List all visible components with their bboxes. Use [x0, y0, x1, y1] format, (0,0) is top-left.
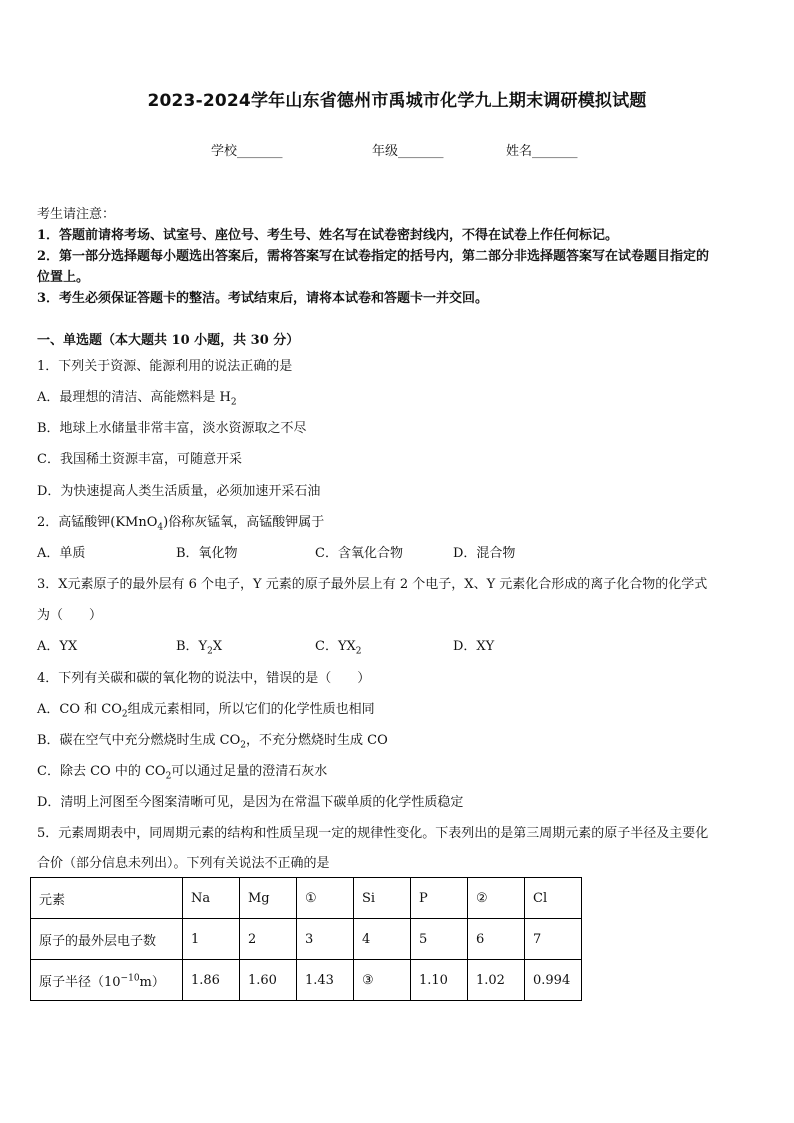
- table-cell: Mg: [240, 878, 297, 919]
- q4-option-b: B．碳在空气中充分燃烧时生成 $CO_2$，不充分燃烧时生成 CO: [37, 733, 388, 751]
- q2-option-c: C．含氧化合物: [315, 546, 403, 561]
- q1-option-a: A．最理想的清洁、高能燃料是 $H_2$: [37, 390, 237, 408]
- q5-stem-cont: 合价（部分信息未列出）。下列有关说法不正确的是: [37, 856, 330, 871]
- q2-option-d: D．混合物: [453, 546, 516, 561]
- table-cell: 元素: [31, 878, 183, 919]
- grade-field: 年级_______: [372, 144, 444, 159]
- q3-option-c: C．$YX_2$: [315, 639, 362, 657]
- table-cell: 7: [525, 919, 582, 960]
- table-cell: 1.43: [297, 960, 354, 1001]
- q4-option-d: D．清明上河图至今图案清晰可见，是因为在常温下碳单质的化学性质稳定: [37, 795, 464, 810]
- table-cell: 3: [297, 919, 354, 960]
- table-cell: 1.86: [183, 960, 240, 1001]
- table-cell: 1: [183, 919, 240, 960]
- q3-stem: 3．X元素原子的最外层有 6 个电子，Y 元素的原子最外层上有 2 个电子，X、Y 元素化合形成的离子化合物的化学式: [37, 577, 708, 592]
- table-cell: Si: [354, 878, 411, 919]
- q4-option-a: A．CO 和 $CO_2$组成元素相同，所以它们的化学性质也相同: [37, 702, 375, 720]
- table-cell: P: [411, 878, 468, 919]
- table-cell: ①: [297, 878, 354, 919]
- q1-stem: 1．下列关于资源、能源利用的说法正确的是: [37, 359, 293, 374]
- element-table: [30, 877, 582, 1001]
- table-cell: 原子半径$(10^{-10}m)$: [31, 960, 183, 1001]
- table-cell: 6: [468, 919, 525, 960]
- q1-option-d: D．为快速提高人类生活质量，必须加速开采石油: [37, 484, 321, 499]
- notice-item: 2．第一部分选择题每小题选出答案后，需将答案写在试卷指定的括号内，第二部分非选择题答案写在试卷题目指定的: [37, 249, 710, 264]
- table-cell: Cl: [525, 878, 582, 919]
- q2-option-b: B．氧化物: [176, 546, 238, 561]
- school-field: 学校_______: [211, 144, 283, 159]
- table-row: [31, 960, 582, 1001]
- table-cell: 2: [240, 919, 297, 960]
- table-cell: 1.60: [240, 960, 297, 1001]
- table-cell: 4: [354, 919, 411, 960]
- q5-stem: 5．元素周期表中，同周期元素的结构和性质呈现一定的规律性变化。下表列出的是第三周期元素的原子半径及主要化: [37, 826, 709, 841]
- name-field: 姓名_______: [506, 144, 578, 159]
- notice-heading: 考生请注意：: [37, 207, 116, 222]
- q4-option-c: C．除去 CO 中的 $CO_2$可以通过足量的澄清石灰水: [37, 764, 328, 782]
- q1-option-c: C．我国稀土资源丰富，可随意开采: [37, 452, 242, 467]
- table-cell: ②: [468, 878, 525, 919]
- q1-option-b: B．地球上水储量非常丰富，淡水资源取之不尽: [37, 421, 307, 436]
- notice-item: 位置上。: [37, 270, 90, 285]
- q3-stem-cont: 为（ ）: [37, 608, 103, 623]
- q3-option-a: A．YX: [37, 639, 78, 654]
- notice-item: 3．考生必须保证答题卡的整洁。考试结束后，请将本试卷和答题卡一并交回。: [37, 291, 489, 306]
- q4-stem: 4．下列有关碳和碳的氧化物的说法中，错误的是（ ）: [37, 671, 371, 686]
- table-cell: 原子的最外层电子数: [31, 919, 183, 960]
- table-cell: 0.994: [525, 960, 582, 1001]
- page-title: 2023-2024学年山东省德州市禹城市化学九上期末调研模拟试题: [147, 91, 647, 111]
- table-row: [31, 878, 582, 919]
- notice-item: 1．答题前请将考场、试室号、座位号、考生号、姓名写在试卷密封线内，不得在试卷上作任何标记。: [37, 228, 619, 243]
- table-cell: 1.10: [411, 960, 468, 1001]
- table-cell: 1.02: [468, 960, 525, 1001]
- table-cell: Na: [183, 878, 240, 919]
- section-heading: 一、单选题（本大题共 10 小题，共 30 分）: [37, 333, 300, 348]
- q3-option-d: D．XY: [453, 639, 495, 654]
- q2-stem: 2．高锰酸钾(KMnO$_4$)俗称灰锰氧，高锰酸钾属于: [37, 515, 325, 533]
- q3-option-b: B．$Y_2X$: [176, 639, 223, 657]
- table-cell: 5: [411, 919, 468, 960]
- table-row: [31, 919, 582, 960]
- table-cell: ③: [354, 960, 411, 1001]
- q2-option-a: A．单质: [37, 546, 86, 561]
